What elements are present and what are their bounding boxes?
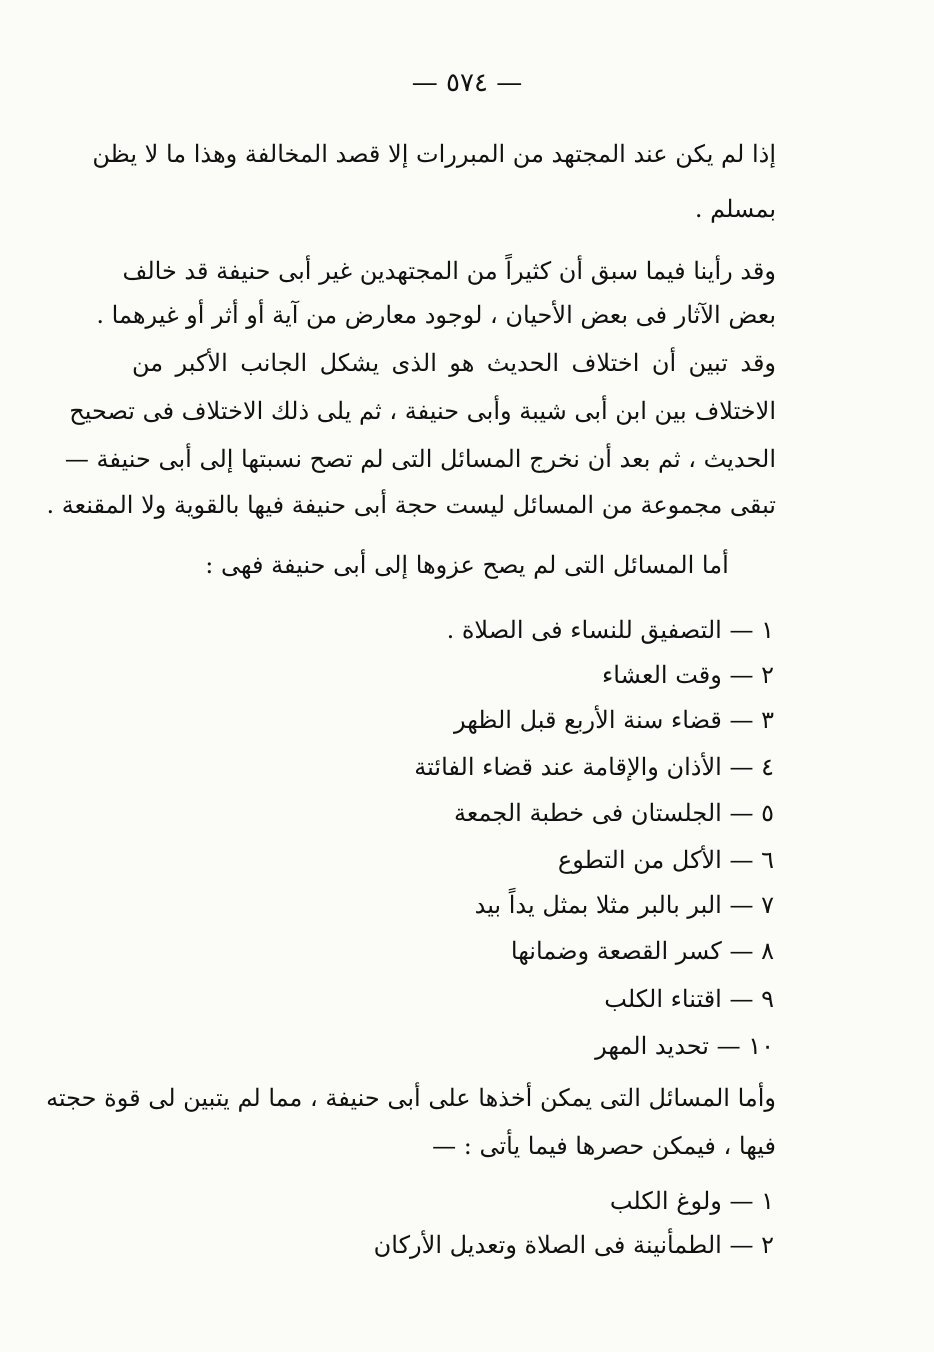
paragraph-2-line-6: تبقى مجموعة من المسائل ليست حجة أبى حنيفة فيها بالقوية ولا المقنعة . <box>46 491 776 519</box>
paragraph-2-line-1: وقد رأينا فيما سبق أن كثيراً من المجتهدين غير أبى حنيفة قد خالف <box>122 257 776 285</box>
list-2-item: ٢ — الطمأنينة فى الصلاة وتعديل الأركان <box>373 1231 774 1259</box>
paragraph-2-line-5: الحديث ، ثم بعد أن نخرج المسائل التى لم تصح نسبتها إلى أبى حنيفة — <box>64 445 776 473</box>
list-1-item: ٤ — الأذان والإقامة عند قضاء الفائتة <box>414 753 774 781</box>
list-1-item: ٦ — الأكل من التطوع <box>557 846 774 874</box>
list-1-item: ٢ — وقت العشاء <box>602 661 774 689</box>
list-1-item: ١ — التصفيق للنساء فى الصلاة . <box>446 616 774 644</box>
list-1-item: ٣ — قضاء سنة الأربع قبل الظهر <box>453 706 774 734</box>
page-number: — ٥٧٤ — <box>411 68 523 98</box>
list-1-item: ١٠ — تحديد المهر <box>595 1032 774 1060</box>
list-1-item: ٥ — الجلستان فى خطبة الجمعة <box>454 799 774 827</box>
paragraph-3-line-1: وأما المسائل التى يمكن أخذها على أبى حنيفة ، مما لم يتبين لى قوة حجته <box>46 1084 776 1112</box>
list-1-item: ٩ — اقتناء الكلب <box>604 985 774 1013</box>
list-1-item: ٧ — البر بالبر مثلا بمثل يداً بيد <box>474 891 774 919</box>
paragraph-2-line-2: بعض الآثار فى بعض الأحيان ، لوجود معارض من آية أو أثر أو غيرهما . <box>96 301 776 329</box>
paragraph-1-line-2: بمسلم . <box>694 195 776 223</box>
paragraph-2-line-3: وقد تبين أن اختلاف الحديث هو الذى يشكل الجانب الأكبر من <box>132 349 777 377</box>
paragraph-1-line-1: إذا لم يكن عند المجتهد من المبررات إلا قصد المخالفة وهذا ما لا يظن <box>92 140 776 168</box>
list-1-intro: أما المسائل التى لم يصح عزوها إلى أبى حنيفة فهى : <box>205 551 729 579</box>
paragraph-3-line-2: فيها ، فيمكن حصرها فيما يأتى : — <box>432 1132 776 1160</box>
list-1-item: ٨ — كسر القصعة وضمانها <box>510 937 774 965</box>
list-2-item: ١ — ولوغ الكلب <box>609 1187 774 1215</box>
paragraph-2-line-4: الاختلاف بين ابن أبى شيبة وأبى حنيفة ، ثم يلى ذلك الاختلاف فى تصحيح <box>69 397 776 425</box>
